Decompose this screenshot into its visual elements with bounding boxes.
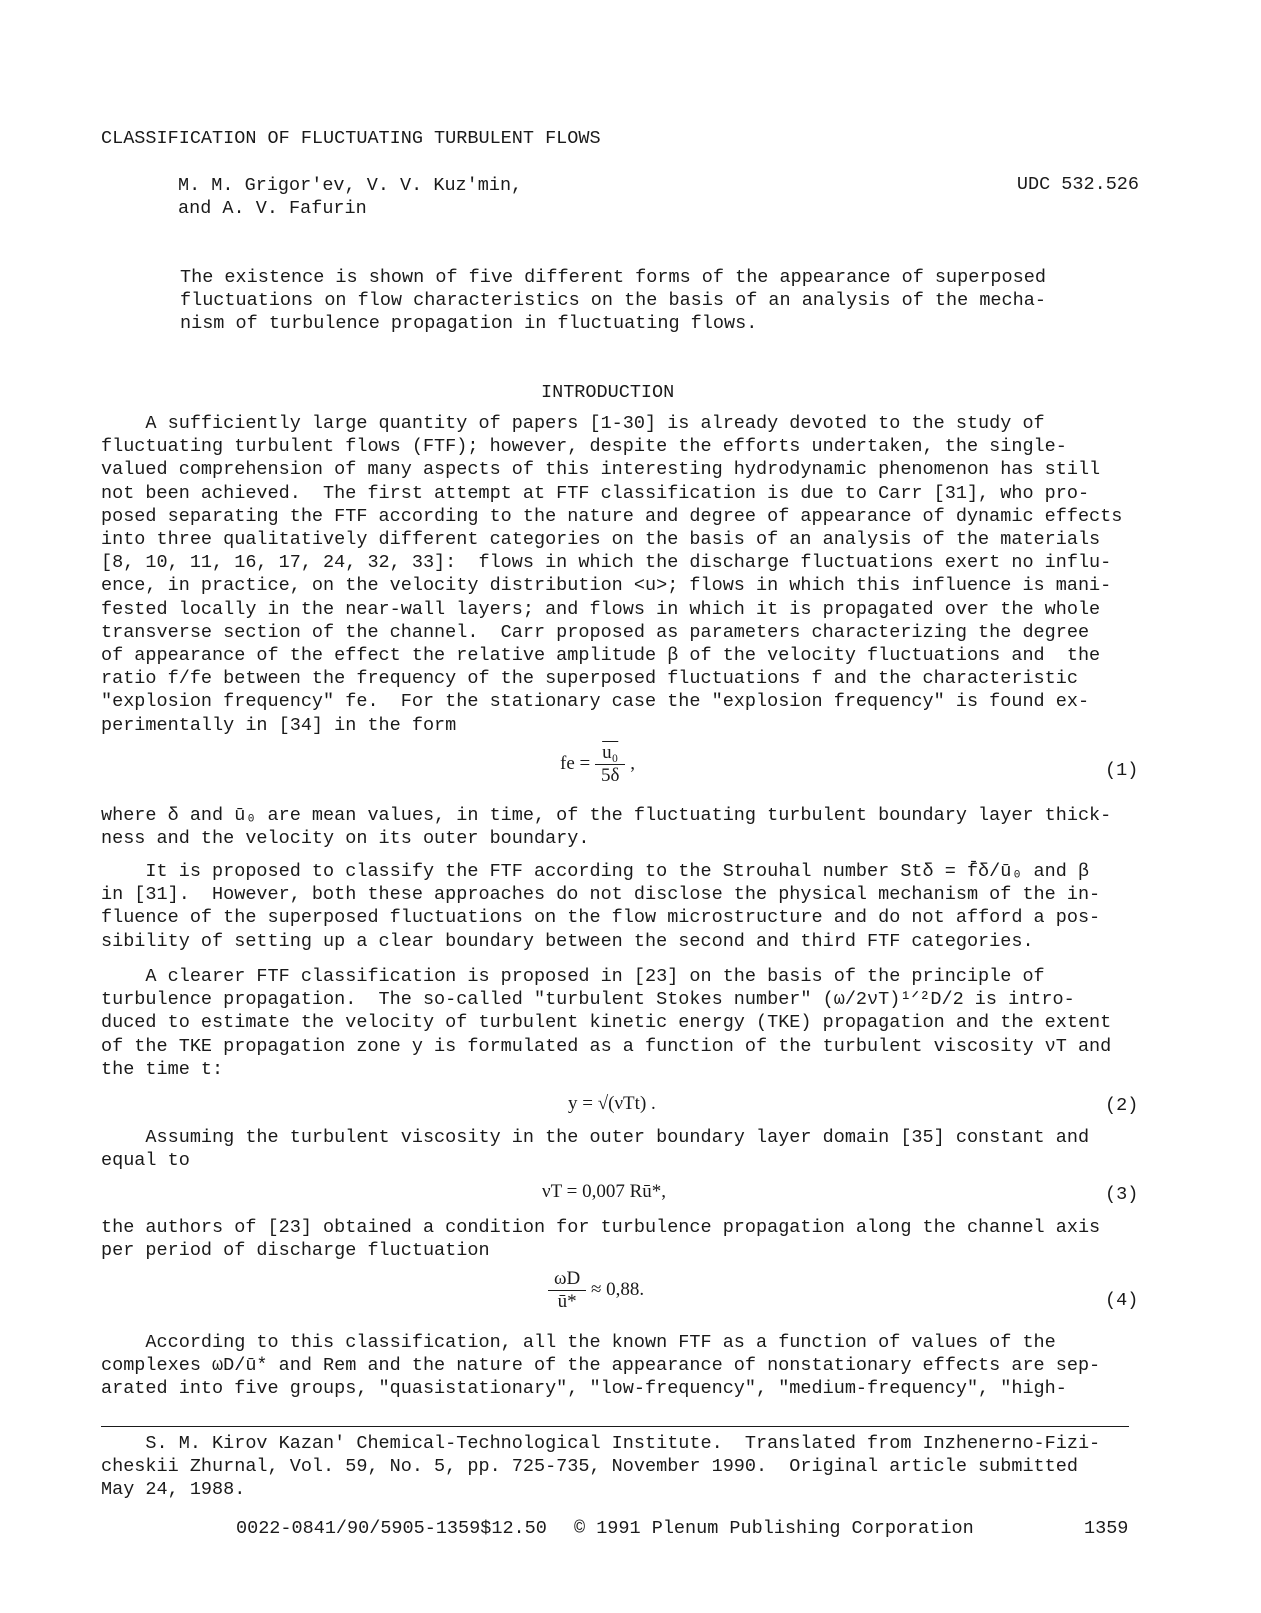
equation-2-number: (2)	[1105, 1095, 1139, 1116]
text-line: not been achieved. The first attempt at FTF classification is due to Carr [31], who pro-	[101, 482, 1090, 504]
equation-4-number: (4)	[1105, 1290, 1139, 1311]
paragraph-1	[101, 412, 1141, 737]
equation-3: νT = 0,007 Rū*,	[542, 1181, 666, 1202]
text-line: cheskii Zhurnal, Vol. 59, No. 5, pp. 725-735, November 1990. Original article submitted	[101, 1456, 1078, 1477]
equation-3-number: (3)	[1105, 1184, 1139, 1205]
udc-code: UDC 532.526	[1016, 174, 1139, 195]
text-line: turbulence propagation. The so-called "turbulent Stokes number" (ω/2νT)¹ᐟ²D/2 is intro-	[101, 989, 1075, 1011]
equation-2: y = √(νTt) .	[568, 1093, 656, 1114]
paragraph-2	[101, 804, 1141, 850]
authors	[178, 174, 522, 220]
text-line: in [31]. However, both these approaches do not disclose the physical mechanism of the in-	[101, 884, 1101, 906]
text-line: ratio f/fe between the frequency of the superposed fluctuations f and the characteristic	[101, 668, 1078, 690]
text-line: nism of turbulence propagation in fluctuating flows.	[180, 313, 758, 334]
text-line: "explosion frequency" fe. For the stationary case the "explosion frequency" is found ex-	[101, 691, 1090, 713]
footnote-divider	[101, 1426, 1129, 1427]
eq4-fraction	[548, 1268, 586, 1313]
text-line: fluence of the superposed fluctuations on the flow microstructure and do not afford a pos-	[101, 907, 1101, 929]
text-line: transverse section of the channel. Carr proposed as parameters characterizing the degree	[101, 621, 1090, 643]
paragraph-6	[101, 1216, 1141, 1262]
equation-1	[560, 742, 635, 787]
page-number: 1359	[1084, 1518, 1129, 1539]
text-line: of appearance of the effect the relative amplitude β of the velocity fluctuations and the	[101, 645, 1101, 667]
eq4-denominator: ū*	[557, 1291, 577, 1312]
equation-4	[548, 1268, 644, 1313]
paper-title: CLASSIFICATION OF FLUCTUATING TURBULENT FLOWS	[101, 128, 601, 149]
text-line: sibility of setting up a clear boundary between the second and third FTF categories.	[101, 930, 1034, 952]
paragraph-7	[101, 1331, 1141, 1401]
eq1-denominator: 5δ	[600, 765, 620, 786]
authors-line-2: and A. V. Fafurin	[178, 198, 367, 219]
text-line: the time t:	[101, 1058, 224, 1080]
text-line: where δ and ū₀ are mean values, in time, of the fluctuating turbulent boundary layer thick-	[101, 805, 1112, 826]
publication-code: 0022-0841/90/5905-1359$12.50	[236, 1518, 547, 1539]
section-heading: INTRODUCTION	[541, 382, 675, 403]
text-line: perimentally in [34] in the form	[101, 714, 457, 736]
text-line: posed separating the FTF according to the nature and degree of appearance of dynamic effects	[101, 505, 1123, 527]
text-line: fested locally in the near-wall layers; and flows in which it is propagated over the whole	[101, 598, 1101, 620]
text-line: complexes ωD/ū* and Rem and the nature of the appearance of nonstationary effects are sep-	[101, 1355, 1101, 1377]
text-line: May 24, 1988.	[101, 1479, 246, 1500]
text-line: arated into five groups, "quasistationary", "low-frequency", "medium-frequency", "high-	[101, 1378, 1067, 1400]
paragraph-5	[101, 1126, 1141, 1172]
text-line: fluctuations on flow characteristics on the basis of an analysis of the mecha-	[180, 290, 1046, 311]
text-line: According to this classification, all the known FTF as a function of values of the	[101, 1332, 1056, 1353]
footnote	[101, 1432, 1100, 1501]
text-line: A sufficiently large quantity of papers [1-30] is already devoted to the study of	[101, 413, 1045, 434]
eq1-numerator: u₀	[595, 742, 625, 765]
text-line: ence, in practice, on the velocity distribution <u>; flows in which this influence is mani-	[101, 575, 1112, 597]
text-line: equal to	[101, 1150, 190, 1172]
text-line: The existence is shown of five different forms of the appearance of superposed	[180, 267, 1046, 288]
text-line: of the TKE propagation zone y is formulated as a function of the turbulent viscosity νT and	[101, 1035, 1112, 1057]
eq1-lhs: fe =	[560, 752, 591, 774]
text-line: duced to estimate the velocity of turbulent kinetic energy (TKE) propagation and the extent	[101, 1012, 1112, 1034]
eq1-fraction	[595, 742, 625, 787]
abstract	[180, 266, 1046, 335]
text-line: Assuming the turbulent viscosity in the outer boundary layer domain [35] constant and	[101, 1127, 1090, 1148]
eq4-tail: ≈ 0,88.	[590, 1278, 645, 1300]
copyright: © 1991 Plenum Publishing Corporation	[574, 1518, 974, 1539]
text-line: fluctuating turbulent flows (FTF); however, despite the efforts undertaken, the single-	[101, 436, 1067, 458]
text-line: ness and the velocity on its outer boundary.	[101, 828, 590, 850]
paragraph-3	[101, 860, 1141, 953]
authors-line-1: M. M. Grigor'ev, V. V. Kuz'min,	[178, 175, 523, 196]
text-line: A clearer FTF classification is proposed in [23] on the basis of the principle of	[101, 966, 1045, 987]
text-line: the authors of [23] obtained a condition for turbulence propagation along the channel axis	[101, 1217, 1101, 1238]
equation-1-number: (1)	[1105, 760, 1139, 781]
eq1-tail: ,	[630, 752, 635, 774]
paragraph-4	[101, 965, 1141, 1081]
text-line: [8, 10, 11, 16, 17, 24, 32, 33]: flows in which the discharge fluctuations exert no influ-	[101, 552, 1112, 574]
text-line: It is proposed to classify the FTF according to the Strouhal number Stδ = f̄δ/ū₀ and β	[101, 861, 1090, 882]
text-line: into three qualitatively different categories on the basis of an analysis of the materials	[101, 529, 1101, 551]
eq4-numerator: ωD	[548, 1268, 586, 1291]
text-line: S. M. Kirov Kazan' Chemical-Technological Institute. Translated from Inzhenerno-Fizi-	[101, 1433, 1101, 1454]
text-line: per period of discharge fluctuation	[101, 1240, 490, 1262]
text-line: valued comprehension of many aspects of this interesting hydrodynamic phenomenon has still	[101, 459, 1101, 481]
